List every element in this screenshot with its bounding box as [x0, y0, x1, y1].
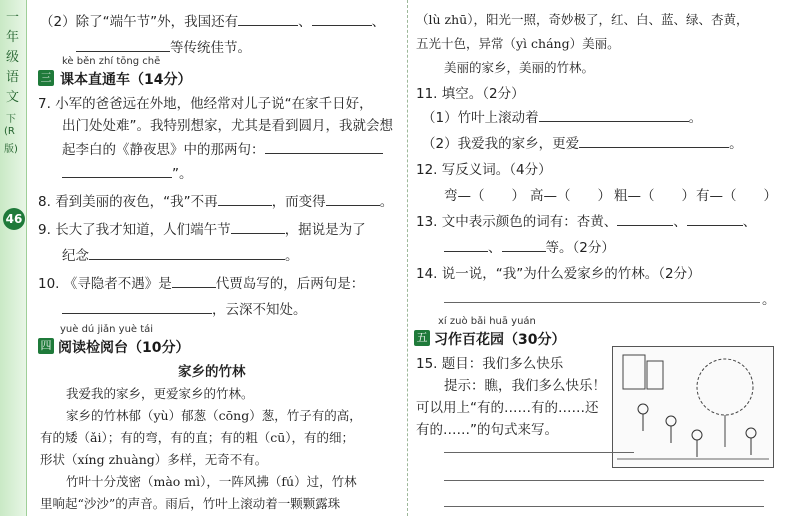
answer-blank[interactable] — [76, 39, 170, 52]
answer-blank[interactable] — [238, 13, 298, 26]
section3-title: 课本直通车（14分） — [60, 72, 192, 88]
q13-text: 、 — [673, 214, 687, 230]
q12-pair: 有—（ ） — [696, 188, 777, 204]
sidebar-char: 级 — [6, 50, 20, 65]
q15-text: 题目：我们多么快乐 — [441, 356, 564, 372]
q6-sep: 、 — [371, 14, 386, 30]
q14-end: 。 — [762, 292, 776, 308]
illustration-drawing — [613, 347, 773, 467]
q10-line1 — [38, 272, 364, 292]
q7-text-end: ”。 — [172, 166, 193, 182]
q15-title — [416, 352, 563, 372]
q15-hint: 提示：瞧，我们多么快乐！ — [444, 378, 606, 394]
sidebar-char: 年 — [6, 30, 20, 45]
q11-text: （1）竹叶上滚动着 — [422, 110, 539, 126]
q10-number: 10. — [38, 276, 60, 292]
passage-line: （lù zhū），阳光一照，奇妙极了，红、白、蓝、绿、杏黄， — [416, 12, 749, 27]
q13-text: 、 — [742, 214, 757, 230]
answer-blank[interactable] — [265, 141, 383, 154]
q10-text: ，云深不知处。 — [212, 302, 307, 318]
passage-title: 家乡的竹林 — [178, 364, 246, 380]
q13-text: 、 — [488, 240, 502, 256]
q12-title — [416, 158, 552, 178]
section4-pinyin: yuè dú jiǎn yuè tái — [60, 324, 154, 335]
section5-title: 习作百花园（30分） — [434, 332, 566, 348]
q9-text: 。 — [285, 248, 299, 264]
section5-badge: 五 — [414, 330, 430, 346]
q8-text: 。 — [379, 194, 394, 210]
q8-text: ，而变得 — [271, 194, 326, 210]
section5-pinyin: xí zuò bǎi huā yuán — [438, 316, 536, 327]
q10-text: 《寻隐者不遇》是 — [63, 276, 172, 292]
answer-blank[interactable] — [312, 13, 372, 26]
q12-text: 写反义词。（4分） — [441, 162, 552, 178]
passage-line: 我爱我的家乡，更爱家乡的竹林。 — [66, 386, 254, 401]
q12-pair: 弯—（ ） — [444, 188, 525, 204]
q13-text: 等。（2分） — [545, 240, 615, 256]
q11-text: 填空。（2分） — [441, 86, 525, 102]
answer-blank[interactable] — [326, 193, 380, 206]
q11-number: 11. — [416, 86, 438, 102]
passage-line: 竹叶十分茂密（mào mì），一阵风拂（fú）过，竹林 — [66, 474, 357, 489]
sidebar-char: (R — [4, 126, 15, 137]
building-shape — [647, 361, 663, 389]
passage-line: 有的矮（ǎi）；有的弯，有的直；有的粗（cū），有的细； — [40, 430, 355, 445]
q7-line3 — [62, 138, 383, 158]
q12-pair: 粗—（ ） — [614, 188, 695, 204]
child-figure — [666, 416, 676, 426]
q9-text: ，据说是为了 — [284, 222, 366, 238]
section4-title: 阅读检阅台（10分） — [58, 340, 190, 356]
q7-line4 — [62, 162, 193, 182]
page-number: 46 — [3, 208, 25, 230]
answer-blank[interactable] — [617, 213, 673, 226]
q15-hint: 有的……”的句式来写。 — [416, 422, 558, 438]
q8 — [38, 190, 393, 210]
q6-sep: 、 — [298, 14, 312, 30]
q10-line2 — [62, 298, 307, 318]
q12-number: 12. — [416, 162, 438, 178]
children-playing-illustration — [612, 346, 774, 468]
q9-line1 — [38, 218, 366, 238]
passage-line: 家乡的竹林郁（yù）郁葱（cōng）葱，竹子有的高， — [66, 408, 362, 423]
sidebar-char: 语 — [6, 70, 20, 85]
q7-text: 起李白的《静夜思》中的那两句： — [62, 142, 265, 158]
writing-line[interactable] — [444, 452, 634, 453]
building-shape — [623, 355, 645, 389]
child-figure — [692, 430, 702, 440]
answer-blank[interactable] — [231, 221, 285, 234]
q11-text: 。 — [729, 136, 743, 152]
answer-blank[interactable] — [62, 165, 172, 178]
q9-line2 — [62, 244, 299, 264]
tree-canopy-shape — [697, 359, 753, 415]
q7-line2: 出门处处难”。我特别想家，尤其是看到圆月，我就会想 — [62, 118, 393, 134]
q13-number: 13. — [416, 214, 438, 230]
sidebar-char: 文 — [6, 90, 20, 105]
answer-blank[interactable] — [62, 301, 212, 314]
answer-blank[interactable] — [218, 193, 272, 206]
answer-blank[interactable] — [539, 109, 689, 122]
answer-blank[interactable] — [502, 239, 546, 252]
sidebar-char: 下 — [6, 114, 16, 125]
q11-sub1 — [422, 106, 702, 126]
answer-blank[interactable] — [172, 275, 216, 288]
answer-blank[interactable] — [579, 135, 729, 148]
q7-line1 — [38, 92, 373, 112]
sidebar-char: 版) — [4, 144, 18, 155]
q12-pair: 高—（ ） — [530, 188, 611, 204]
q9-text: 纪念 — [62, 248, 89, 264]
passage-line: 五光十色，异常（yì cháng）美丽。 — [416, 36, 620, 51]
child-figure — [638, 404, 648, 414]
q6-text: （2）除了“端午节”外，我国还有 — [40, 14, 239, 30]
answer-blank[interactable] — [687, 213, 743, 226]
q6-line2 — [76, 36, 251, 56]
passage-line: 美丽的家乡，美丽的竹林。 — [444, 60, 595, 75]
q6-text-end: 等传统佳节。 — [170, 40, 251, 56]
q14-text: 说一说，“我”为什么爱家乡的竹林。（2分） — [441, 266, 701, 282]
q15-hint: 可以用上“有的……有的……还 — [416, 400, 599, 416]
answer-line[interactable] — [444, 302, 760, 303]
q11-sub2 — [422, 132, 743, 152]
section3-pinyin: kè běn zhí tōng chē — [62, 56, 161, 67]
q13-text: 文中表示颜色的词有：杏黄、 — [441, 214, 618, 230]
writing-line[interactable] — [444, 506, 764, 507]
q6-line1 — [40, 10, 385, 30]
q11-text: 。 — [688, 110, 703, 126]
child-figure — [746, 428, 756, 438]
q7-number: 7. — [38, 96, 51, 112]
q15-number: 15. — [416, 356, 438, 372]
writing-line[interactable] — [444, 480, 764, 481]
q14-title — [416, 262, 701, 282]
answer-blank[interactable] — [444, 239, 488, 252]
q14-number: 14. — [416, 266, 438, 282]
q11-text: （2）我爱我的家乡，更爱 — [422, 136, 580, 152]
q11-title — [416, 82, 525, 102]
sidebar-char: 一 — [6, 10, 20, 25]
q13-line2 — [444, 236, 615, 256]
q9-text: 长大了我才知道，人们端午节 — [55, 222, 231, 238]
q7-text: 小军的爸爸远在外地，他经常对儿子说“在家千日好， — [55, 96, 373, 112]
q13-line1 — [416, 210, 756, 230]
q8-text: 看到美丽的夜色，“我”不再 — [55, 194, 218, 210]
section3-badge: 三 — [38, 70, 54, 86]
answer-blank[interactable] — [89, 247, 285, 260]
column-divider — [407, 0, 408, 516]
passage-line: 里响起“沙沙”的声音。雨后，竹叶上滚动着一颗颗露珠 — [40, 496, 341, 511]
section4-badge: 四 — [38, 338, 54, 354]
q9-number: 9. — [38, 222, 51, 238]
q10-text: 代贾岛写的，后两句是： — [215, 276, 365, 292]
q8-number: 8. — [38, 194, 51, 210]
passage-line: 形状（xíng zhuàng）多样，无奇不有。 — [40, 452, 268, 467]
